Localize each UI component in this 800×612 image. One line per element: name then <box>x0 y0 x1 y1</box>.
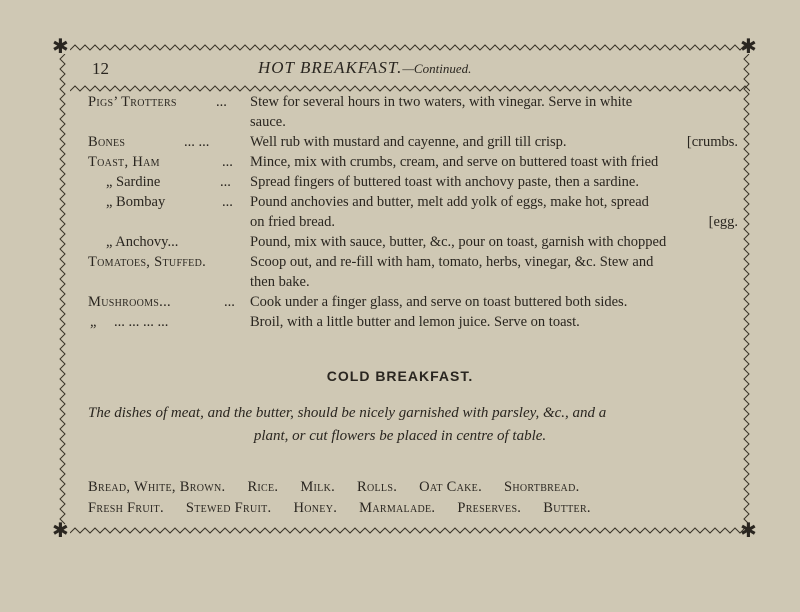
entry-name: Bones <box>88 134 126 150</box>
top-border-rule <box>70 43 750 53</box>
entry-name: „ <box>90 314 97 330</box>
food-item: Butter. <box>543 500 591 516</box>
entry-leader: ... <box>224 294 235 310</box>
food-item: Rice. <box>247 479 279 495</box>
entry-leader: ... <box>222 154 233 170</box>
page-number: 12 <box>92 59 109 78</box>
entry-description: Stew for several hours in two waters, with vinegar. Serve in white <box>250 94 633 110</box>
header-underline-rule <box>70 84 750 94</box>
section-heading: COLD BREAKFAST. <box>326 368 474 384</box>
entry-description-continued: sauce. <box>250 114 286 130</box>
entry-name: Pigs’ Trotters <box>88 94 177 110</box>
entry-description: Broil, with a little butter and lemon juice. Serve on toast. <box>250 314 580 330</box>
bottom-border-rule <box>70 526 750 536</box>
entry-leader: ... ... ... ... <box>114 314 169 330</box>
entry-description: Pound anchovies and butter, melt add yolk of eggs, make hot, spread <box>250 194 649 210</box>
entry-leader: ... ... <box>184 134 210 150</box>
corner-ornament-icon: ✱ <box>740 518 757 542</box>
food-item: Stewed Fruit. <box>185 500 272 516</box>
entry-leader: ... <box>220 174 231 190</box>
entry-description: Spread fingers of buttered toast with anchovy paste, then a sardine. <box>250 174 639 190</box>
entry-name: Toast, Ham <box>88 154 160 170</box>
corner-ornament-icon: ✱ <box>52 518 69 542</box>
entry-description: Well rub with mustard and cayenne, and grill till crisp. <box>250 134 567 150</box>
left-border-rule <box>58 54 68 526</box>
food-item: Preserves. <box>457 500 522 516</box>
food-item: Milk. <box>300 479 336 495</box>
food-item: Bread, White, Brown. <box>88 479 226 495</box>
food-list-row <box>88 500 613 517</box>
corner-ornament-icon: ✱ <box>740 34 757 58</box>
entry-description-continued: on fried bread. <box>250 214 335 230</box>
entry-name: „ Anchovy... <box>106 234 179 250</box>
entry-leader: ... <box>222 194 233 210</box>
right-border-rule <box>742 54 752 526</box>
food-item: Oat Cake. <box>419 479 483 495</box>
entry-description: Cook under a finger glass, and serve on toast buttered both sides. <box>250 294 628 310</box>
food-item: Honey. <box>293 500 338 516</box>
continued-label: —Continued. <box>402 61 472 76</box>
food-item: Rolls. <box>357 479 398 495</box>
section-note: The dishes of meat, and the butter, should be nicely garnished with parsley, &c., and a <box>88 405 607 421</box>
entry-description: Scoop out, and re-fill with ham, tomato, herbs, vinegar, &c. Stew and <box>250 254 654 270</box>
corner-ornament-icon: ✱ <box>52 34 69 58</box>
entry-description: Mince, mix with crumbs, cream, and serve on buttered toast with fried <box>250 154 659 170</box>
entry-carryover: [crumbs. <box>686 134 738 150</box>
entry-description: Pound, mix with sauce, butter, &c., pour on toast, garnish with chopped <box>250 234 667 250</box>
entry-name: Mushrooms... <box>88 294 171 310</box>
entry-name: Tomatoes, Stuffed. <box>88 254 207 270</box>
food-item: Shortbread. <box>504 479 580 495</box>
entry-description-continued: then bake. <box>250 274 310 290</box>
running-title-text: HOT BREAKFAST. <box>258 58 403 77</box>
food-item: Fresh Fruit. <box>88 500 164 516</box>
entry-name: „ Bombay <box>106 194 166 210</box>
food-list-row <box>88 479 602 496</box>
entry-carryover: [egg. <box>708 214 738 230</box>
entry-leader: ... <box>216 94 227 110</box>
entry-name: „ Sardine <box>106 174 161 190</box>
food-item: Marmalade. <box>359 500 436 516</box>
section-note-continued: plant, or cut flowers be placed in centre of table. <box>253 428 547 444</box>
running-title <box>258 58 471 78</box>
